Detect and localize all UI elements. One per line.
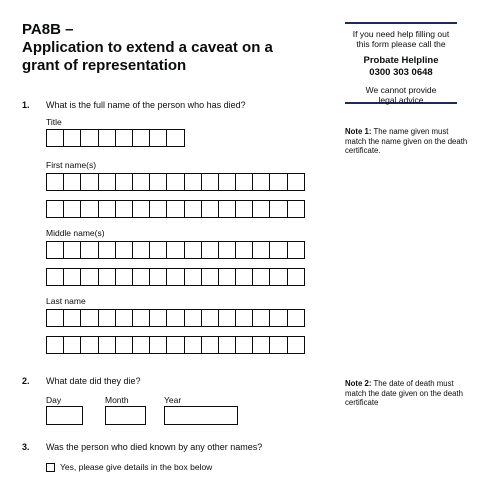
char-box[interactable]	[63, 173, 81, 191]
char-box[interactable]	[166, 268, 184, 286]
char-box[interactable]	[166, 129, 184, 147]
char-box[interactable]	[63, 309, 81, 327]
day-input[interactable]	[46, 406, 83, 425]
char-box[interactable]	[201, 309, 219, 327]
question-number: 2.	[22, 376, 30, 386]
question-text: What date did they die?	[46, 376, 141, 386]
char-box[interactable]	[218, 309, 236, 327]
char-box[interactable]	[80, 241, 98, 259]
char-box[interactable]	[132, 336, 150, 354]
char-box[interactable]	[218, 241, 236, 259]
char-box[interactable]	[98, 129, 116, 147]
char-box[interactable]	[201, 268, 219, 286]
char-box[interactable]	[63, 336, 81, 354]
char-box[interactable]	[98, 309, 116, 327]
form-title-line: grant of representation	[22, 57, 187, 74]
char-box[interactable]	[166, 336, 184, 354]
char-box[interactable]	[80, 129, 98, 147]
last-name-input-row-1[interactable]	[46, 309, 304, 327]
title-label: Title	[46, 117, 62, 127]
char-box[interactable]	[235, 241, 253, 259]
char-box[interactable]	[132, 241, 150, 259]
char-box[interactable]	[63, 129, 81, 147]
char-box[interactable]	[46, 129, 64, 147]
note-2-label: Note 2:	[345, 379, 372, 388]
char-box[interactable]	[149, 241, 167, 259]
year-label: Year	[164, 395, 182, 405]
char-box[interactable]	[218, 268, 236, 286]
char-box[interactable]	[235, 309, 253, 327]
first-name-input-row-2[interactable]	[46, 200, 304, 218]
char-box[interactable]	[166, 200, 184, 218]
char-box[interactable]	[218, 200, 236, 218]
char-box[interactable]	[201, 200, 219, 218]
char-box[interactable]	[132, 173, 150, 191]
help-text: If you need help filling out	[352, 29, 450, 39]
other-names-yes-label: Yes, please give details in the box below	[60, 462, 213, 472]
char-box[interactable]	[269, 268, 287, 286]
char-box[interactable]	[149, 200, 167, 218]
middle-name-input-row-2[interactable]	[46, 268, 304, 286]
form-code: PA8B –	[22, 21, 74, 38]
char-box[interactable]	[235, 200, 253, 218]
char-box[interactable]	[218, 336, 236, 354]
char-box[interactable]	[184, 336, 202, 354]
char-box[interactable]	[235, 336, 253, 354]
char-box[interactable]	[115, 173, 133, 191]
char-box[interactable]	[269, 173, 287, 191]
char-box[interactable]	[252, 241, 270, 259]
char-box[interactable]	[252, 268, 270, 286]
char-box[interactable]	[149, 309, 167, 327]
disclaimer-text: We cannot provide	[365, 85, 437, 95]
char-box[interactable]	[184, 268, 202, 286]
char-box[interactable]	[184, 241, 202, 259]
char-box[interactable]	[46, 241, 64, 259]
char-box[interactable]	[287, 173, 305, 191]
char-box[interactable]	[115, 200, 133, 218]
char-box[interactable]	[98, 241, 116, 259]
question-number: 1.	[22, 100, 30, 110]
char-box[interactable]	[149, 173, 167, 191]
char-box[interactable]	[115, 309, 133, 327]
char-box[interactable]	[269, 241, 287, 259]
char-box[interactable]	[166, 173, 184, 191]
char-box[interactable]	[218, 173, 236, 191]
char-box[interactable]	[80, 309, 98, 327]
char-box[interactable]	[98, 173, 116, 191]
title-input[interactable]	[46, 129, 184, 147]
char-box[interactable]	[63, 241, 81, 259]
char-box[interactable]	[80, 336, 98, 354]
char-box[interactable]	[132, 200, 150, 218]
char-box[interactable]	[201, 336, 219, 354]
char-box[interactable]	[235, 268, 253, 286]
char-box[interactable]	[98, 200, 116, 218]
char-box[interactable]	[63, 200, 81, 218]
char-box[interactable]	[269, 309, 287, 327]
char-box[interactable]	[46, 173, 64, 191]
char-box[interactable]	[252, 336, 270, 354]
char-box[interactable]	[132, 129, 150, 147]
note-1	[345, 127, 470, 156]
char-box[interactable]	[115, 336, 133, 354]
char-box[interactable]	[184, 200, 202, 218]
first-name-label: First name(s)	[46, 160, 97, 170]
question-text: What is the full name of the person who has died?	[46, 100, 246, 110]
question-text: Was the person who died known by any other names?	[46, 442, 263, 452]
char-box[interactable]	[184, 173, 202, 191]
char-box[interactable]	[166, 309, 184, 327]
char-box[interactable]	[287, 336, 305, 354]
char-box[interactable]	[287, 268, 305, 286]
middle-name-input-row-1[interactable]	[46, 241, 304, 259]
char-box[interactable]	[80, 173, 98, 191]
char-box[interactable]	[269, 200, 287, 218]
char-box[interactable]	[63, 268, 81, 286]
char-box[interactable]	[287, 241, 305, 259]
char-box[interactable]	[132, 309, 150, 327]
helpline-number: 0300 303 0648	[369, 67, 433, 78]
month-label: Month	[105, 395, 129, 405]
char-box[interactable]	[201, 173, 219, 191]
char-box[interactable]	[132, 268, 150, 286]
char-box[interactable]	[149, 336, 167, 354]
char-box[interactable]	[46, 200, 64, 218]
month-input[interactable]	[105, 406, 146, 425]
char-box[interactable]	[201, 241, 219, 259]
char-box[interactable]	[252, 309, 270, 327]
char-box[interactable]	[46, 336, 64, 354]
help-text: this form please call the	[356, 39, 446, 49]
char-box[interactable]	[149, 129, 167, 147]
middle-name-label: Middle name(s)	[46, 228, 105, 238]
char-box[interactable]	[115, 268, 133, 286]
first-name-input-row-1[interactable]	[46, 173, 304, 191]
char-box[interactable]	[166, 241, 184, 259]
char-box[interactable]	[98, 268, 116, 286]
char-box[interactable]	[184, 309, 202, 327]
char-box[interactable]	[80, 268, 98, 286]
char-box[interactable]	[149, 268, 167, 286]
form-title-line: Application to extend a caveat on a	[22, 39, 273, 56]
other-names-yes-checkbox[interactable]	[46, 463, 55, 472]
char-box[interactable]	[46, 309, 64, 327]
char-box[interactable]	[287, 200, 305, 218]
note-1-label: Note 1:	[345, 127, 372, 136]
char-box[interactable]	[98, 336, 116, 354]
day-label: Day	[46, 395, 62, 405]
helpline-name: Probate Helpline	[363, 55, 439, 66]
char-box[interactable]	[115, 241, 133, 259]
last-name-label: Last name	[46, 296, 86, 306]
char-box[interactable]	[287, 309, 305, 327]
char-box[interactable]	[46, 268, 64, 286]
note-2-text: The date of death must match the date given on the death certificate	[345, 379, 463, 407]
year-input[interactable]	[164, 406, 238, 425]
char-box[interactable]	[235, 173, 253, 191]
note-1-text: The name given must match the name given on the death certificate.	[345, 127, 468, 155]
helpline-box	[345, 22, 457, 104]
char-box[interactable]	[252, 173, 270, 191]
char-box[interactable]	[252, 200, 270, 218]
note-2	[345, 379, 470, 408]
disclaimer-text: legal advice	[378, 95, 424, 105]
char-box[interactable]	[269, 336, 287, 354]
char-box[interactable]	[115, 129, 133, 147]
last-name-input-row-2[interactable]	[46, 336, 304, 354]
char-box[interactable]	[80, 200, 98, 218]
form-title	[22, 21, 322, 75]
question-number: 3.	[22, 442, 30, 452]
